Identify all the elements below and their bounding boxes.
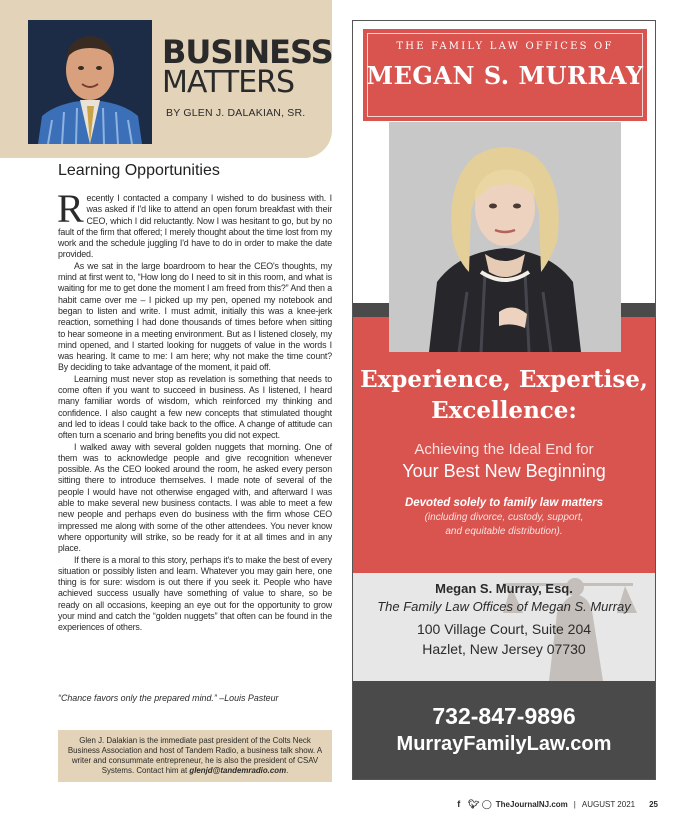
article-title: Learning Opportunities bbox=[58, 162, 220, 179]
ad-phone-number[interactable]: 732-847-9896 bbox=[432, 703, 576, 729]
ad-attorney-name: Megan S. Murray, Esq. bbox=[435, 581, 573, 596]
article-paragraph: Learning must never stop as revelation is something that needs to come often if you want to succeed in business. As I listened, I heard many familiar words of wisdom, which reinforced my thinking and confidence. I also caught a few new concepts that stimulated thought and led to ideas I could take back to the office. A change of attitude can often turn a scenario and bring benefits you did not expect. bbox=[58, 373, 332, 441]
ad-firm-large: MEGAN S. MURRAY bbox=[366, 61, 644, 90]
column-title: BUSINESS bbox=[162, 33, 333, 71]
bio-text: Glen J. Dalakian is the immediate past president of the Colts Neck Business Association and host of Tandem Radio, a business talk show. A writer and consummate entrepreneur, he is also the president of CSAV Systems. Contact him at bbox=[67, 736, 323, 775]
column-subtitle: MATTERS bbox=[162, 65, 295, 100]
ad-practice-line-1: (including divorce, custody, support, bbox=[424, 512, 584, 523]
instagram-icon[interactable]: ◯ bbox=[481, 799, 492, 809]
ad-tagline-1: Achieving the Ideal End for bbox=[414, 441, 594, 458]
ad-headline-line-2: Excellence: bbox=[431, 397, 577, 424]
ad-firm-banner bbox=[363, 29, 647, 121]
bio-end: . bbox=[286, 766, 289, 775]
facebook-icon[interactable]: f bbox=[457, 799, 461, 809]
footer-site[interactable]: TheJournalNJ.com bbox=[495, 799, 568, 809]
ad-practice-areas bbox=[353, 511, 655, 539]
author-photo bbox=[28, 20, 152, 144]
closing-quote: “Chance favors only the prepared mind.” –Louis Pasteur bbox=[58, 693, 279, 703]
ad-firm-small: THE FAMILY LAW OFFICES OF bbox=[396, 41, 614, 52]
footer-separator: | bbox=[573, 799, 576, 809]
ad-address-line-1: 100 Village Court, Suite 204 bbox=[416, 621, 592, 637]
article-body bbox=[57, 186, 332, 634]
byline: BY GLEN J. DALAKIAN, SR. bbox=[166, 107, 306, 119]
law-office-advertisement bbox=[352, 20, 656, 780]
article-paragraph bbox=[57, 186, 332, 261]
page-number: 25 bbox=[649, 799, 658, 809]
ad-website-link[interactable]: MurrayFamilyLaw.com bbox=[396, 733, 612, 755]
article-paragraph: If there is a moral to this story, perhaps it's to make the best of every situation or possibly listen and learn. Whatever you may gain here, one thing is for sure: wisdom is out there if you seek it. People who have achieved success usually have something of value to share, so be ready on all occasions, keeping an eye out for the opportunity to grow your mind and catch the “golden nuggets” that often can be found in the experiences of others. bbox=[58, 554, 332, 633]
ad-address-line-2: Hazlet, New Jersey 07730 bbox=[422, 641, 586, 657]
ad-headline bbox=[353, 364, 655, 426]
article-paragraph: I walked away with several golden nuggets that morning. One of them was to acknowledge people and give recognition whenever possible. As the CEO looked around the room, he asked every person sitting there to introduce themselves. I made note of several of the people I would have not otherwise engaged with, and afterward I was able to make several new business contacts. I was able to meet a few new people and perhaps even do business with the firm whose CEO impressed me along with some of the other attendees. You never know where opportunity will strike, so be ready for it at all times and in any place. bbox=[58, 441, 332, 554]
author-bio-box bbox=[58, 730, 332, 782]
ad-headline-line-1: Experience, Expertise, bbox=[360, 366, 648, 393]
ad-firm-name: The Family Law Offices of Megan S. Murray bbox=[377, 599, 631, 614]
ad-practice-line-2: and equitable distribution). bbox=[445, 526, 563, 537]
ad-contact-bar bbox=[353, 681, 656, 780]
author-bio bbox=[66, 736, 324, 776]
footer-issue: AUGUST 2021 bbox=[581, 799, 636, 809]
ad-devoted: Devoted solely to family law matters bbox=[404, 497, 604, 509]
bio-email-link[interactable]: glenjd@tandemradio.com bbox=[189, 766, 287, 775]
page-footer bbox=[454, 799, 658, 809]
attorney-photo bbox=[389, 122, 621, 352]
ad-tagline-2: Your Best New Beginning bbox=[402, 461, 606, 481]
twitter-icon[interactable]: 🐦︎ bbox=[467, 799, 480, 809]
article-paragraph: As we sat in the large boardroom to hear the CEO's thoughts, my mind at first went to, “How long do I need to sit in this room, and what is waiting for me to get done the moment I am freed from this?” And then a habit came over me – I picked up my pen, opened my notebook and began to listen and write. I must admit, initially this was a knee-jerk reaction, something I had done thousands of times before when sitting to hear someone in a meeting environment. But as I listened closely, my mind opened, and I started looking for nuggets of value in the words I was hearing. It came to me: I am here; why not make the time count? By deciding to take advantage of the moment, it paid off. bbox=[58, 260, 332, 373]
paragraph-text: ecently I contacted a company I wished to do business with. I was asked if I'd like to attend an open forum breakfast with their CEO, which I did reluctantly. Now I was hesitant to go, but by no fault of the firm that offered; I merely thought about the time lost from my work and the schedule juggling I'd have to do in order to make the date provided. bbox=[58, 193, 332, 260]
drop-cap: R bbox=[57, 186, 84, 231]
